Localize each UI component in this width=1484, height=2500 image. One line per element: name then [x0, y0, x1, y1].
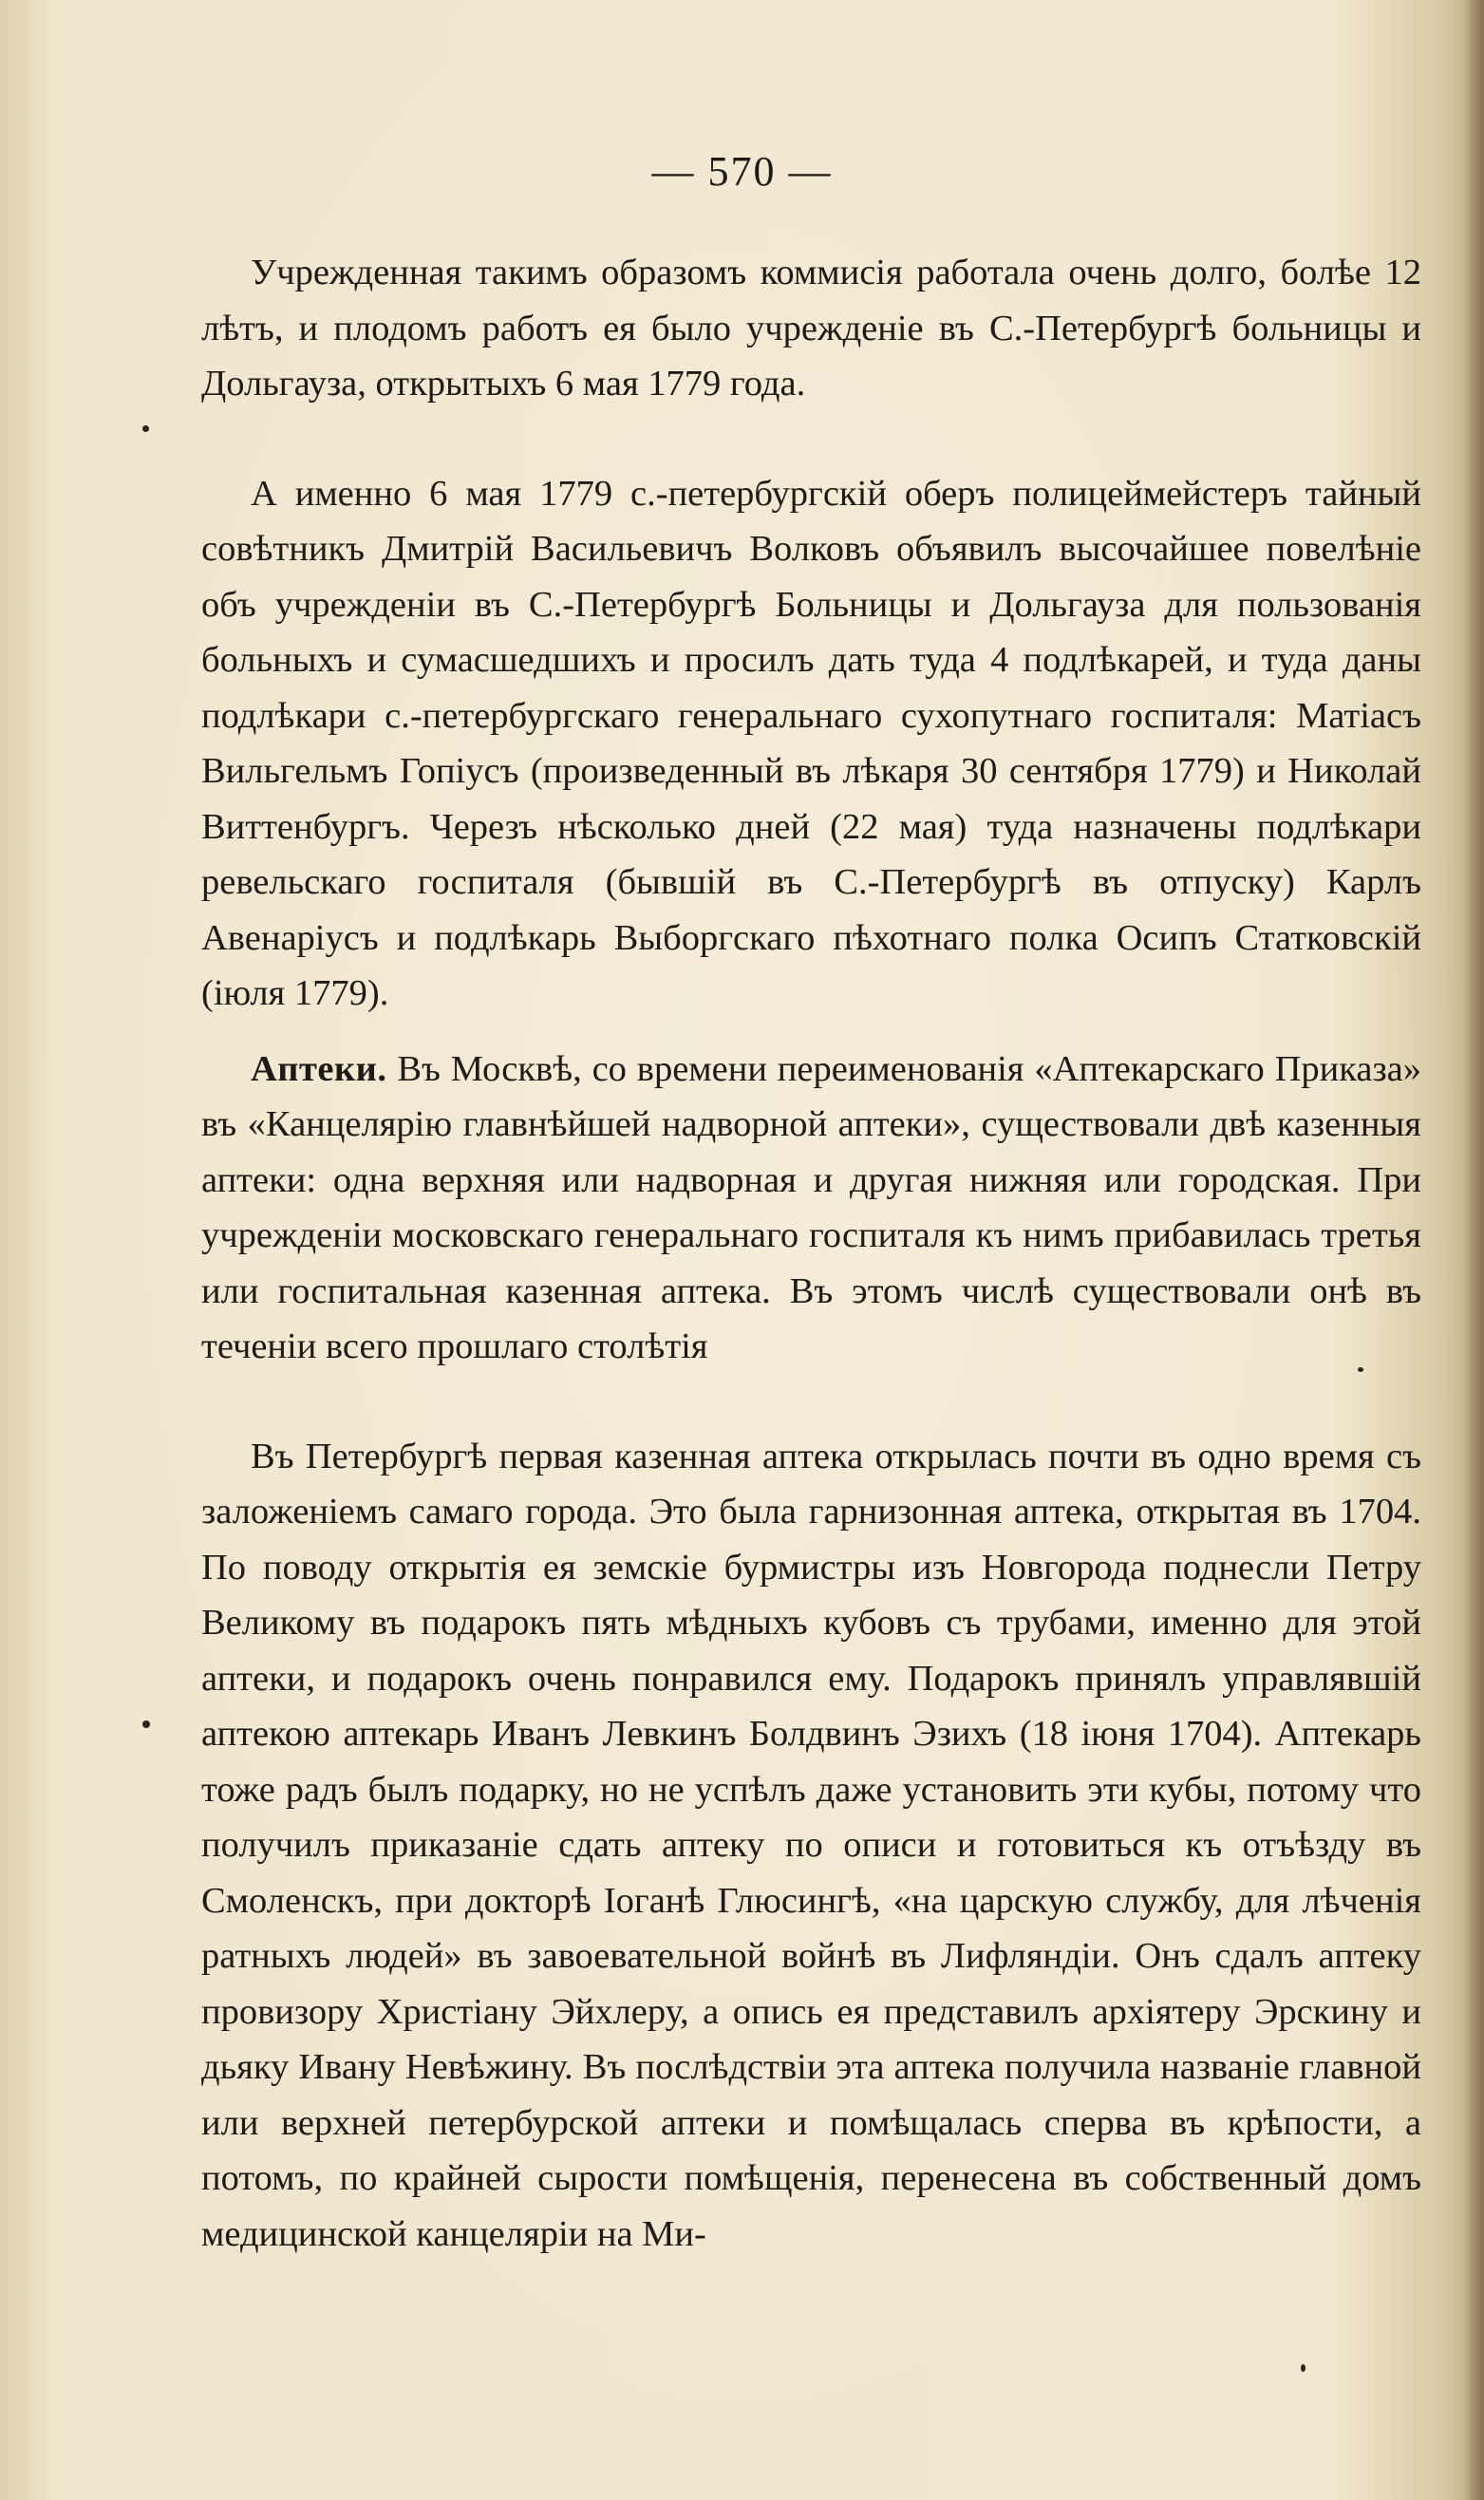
ink-speck	[142, 1720, 150, 1728]
paragraph	[201, 245, 1421, 412]
paragraph-text: А именно 6 мая 1779 с.-петербургскій оберъ полицеймейстеръ тайный совѣтникъ Дмитрій Васильевичъ Волковъ объявилъ высочайшее повелѣніе объ учрежденіи въ С.-Петербургѣ Больницы и Дольгауза для пользованія больныхъ и сумасшедшихъ и просилъ дать туда 4 подлѣкарей, и туда даны подлѣкари с.-петербургскаго генеральнаго сухопутнаго госпиталя: Матіасъ Вильгельмъ Гопіусъ (произведенный въ лѣкаря 30 сентября 1779) и Николай Виттенбургъ. Черезъ нѣсколько дней (22 мая) туда назначены подлѣкари ревельскаго госпиталя (бывшій въ С.-Петербургѣ въ отпуску) Карлъ Авенаріусъ и подлѣкарь Выборгскаго пѣхотнаго полка Осипъ Статковскій (іюля 1779).	[201, 473, 1421, 1013]
paragraph	[201, 1042, 1421, 1375]
paragraph	[201, 1429, 1421, 2263]
ink-speck	[142, 425, 149, 432]
section-heading: Аптеки.	[251, 1048, 387, 1089]
paragraph	[201, 466, 1421, 1022]
paragraph-text: Въ Москвѣ, со времени переименованія «Аптекарскаго Приказа» въ «Канцелярію главнѣйшей надворной аптеки», существовали двѣ казенныя аптеки: одна верхняя или надворная и другая нижняя или городская. При учрежденіи московскаго генеральнаго госпиталя къ нимъ прибавилась третья или госпитальная казенная аптека. Въ этомъ числѣ существовали онѣ въ теченіи всего прошлаго столѣтія	[201, 1048, 1421, 1366]
paragraph-text: Учрежденная такимъ образомъ коммисія работала очень долго, болѣе 12 лѣтъ, и плодомъ работъ ея было учрежденіе въ С.-Петербургѣ больницы и Дольгауза, открытыхъ 6 мая 1779 года.	[201, 253, 1421, 404]
ink-speck	[1301, 2364, 1306, 2372]
page-edge-shadow	[1463, 0, 1484, 2500]
paragraph-text: Въ Петербургѣ первая казенная аптека открылась почти въ одно время съ заложеніемъ самаго города. Это была гарнизонная аптека, открытая въ 1704. По поводу открытія ея земскіе бурмистры изъ Новгорода поднесли Петру Великому въ подарокъ пять мѣдныхъ кубовъ съ трубами, именно для этой аптеки, и подарокъ очень понравился ему. Подарокъ принялъ управлявшій аптекою аптекарь Иванъ Левкинъ Болдвинъ Эзихъ (18 іюня 1704). Аптекарь тоже радъ былъ подарку, но не успѣлъ даже установить эти кубы, потому что получилъ приказаніе сдать аптеку по описи и готовиться къ отъѣзду въ Смоленскъ, при докторѣ Іоганѣ Глюсингѣ, «на царскую службу, для лѣченія ратныхъ людей» въ завоевательной войнѣ въ Лифляндіи. Онъ сдалъ аптеку провизору Христіану Эйхлеру, а опись ея представилъ архіятеру Эрскину и дьяку Ивану Невѣжину. Въ послѣдствіи эта аптека получила названіе главной или верхней петербурской аптеки и помѣщалась сперва въ крѣпости, а потомъ, по крайней сырости помѣщенія, перенесена въ собственный домъ медицинской канцеляріи на Ми-	[201, 1436, 1421, 2254]
body-text	[201, 245, 1421, 2262]
page-number: — 570 —	[651, 148, 833, 195]
ink-speck	[1358, 1367, 1363, 1372]
